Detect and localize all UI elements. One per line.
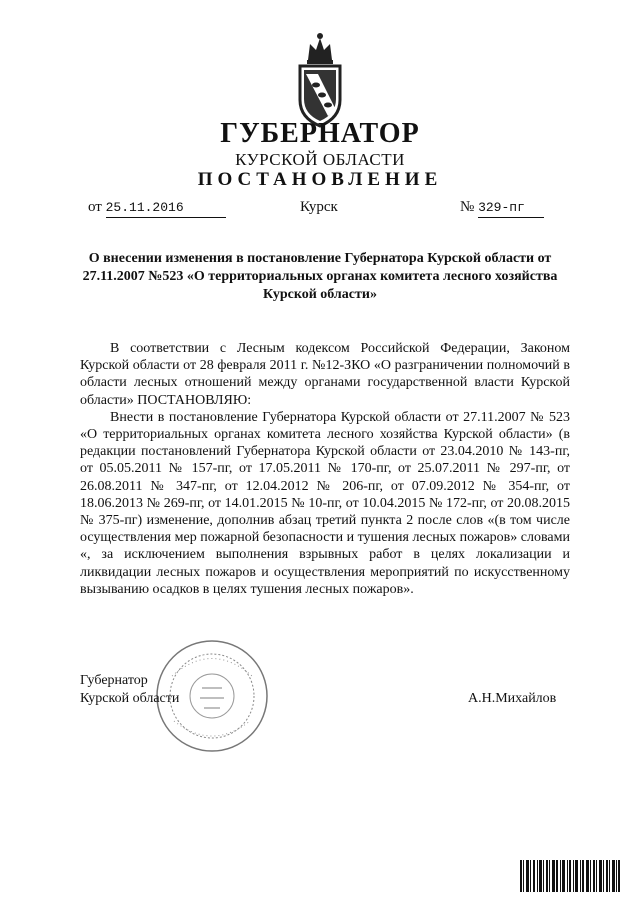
document-city: Курск [300, 199, 338, 215]
barcode-icon [520, 860, 620, 892]
signatory-position [80, 672, 179, 708]
issuer-region: КУРСКОЙ ОБЛАСТИ [235, 150, 405, 169]
document-subject: О внесении изменения в постановление Губернатора Курской области от 27.11.2007 №523 «О территориальных органах комитета лесного хозяйства Курской области» [82, 251, 558, 302]
number-prefix: № [460, 199, 475, 215]
body-paragraph-1: В соответствии с Лесным кодексом Российской Федерации, Законом Курской области от 28 февраля 2011 г. №12-ЗКО «О разграничении полномочий в области лесных отношений между органами государственной власти Курской области» ПОСТАНОВЛЯЮ: [80, 341, 570, 408]
document-number [460, 198, 544, 218]
document-body [80, 340, 570, 598]
signatory-name: А.Н.Михайлов [468, 691, 557, 706]
document-type: ПОСТАНОВЛЕНИЕ [197, 169, 443, 190]
position-line-1: Губернатор [80, 673, 148, 688]
number-value: 329-пг [478, 200, 525, 215]
body-paragraph-2: Внести в постановление Губернатора Курской области от 27.11.2007 № 523 «О территориальных органах комитета лесного хозяйства Курской области» (в редакции постановлений Губернатора Курской области от 23.04.2010 № 143-пг, от 05.05.2011 № 157-пг, от 17.05.2011 № 170-пг, от 25.07.2011 № 297-пг, от 26.08.2011 № 347-пг, от 12.04.2012 № 206-пг, от 07.09.2012 № 354-пг, от 18.06.2013 № 269-пг, от 14.01.2015 № 10-пг, от 10.04.2015 № 172-пг, от 20.08.2015 № 375-пг) изменение, дополнив абзац третий пункта 2 после слов «(в том числе осуществления мер пожарной безопасности и тушения лесных пожаров» словами «, за исключением выполнения взрывных работ в целях локализации и ликвидации лесных пожаров и осуществления мероприятий по искусственному вызыванию осадков в целях тушения лесных пожаров». [80, 409, 570, 597]
issuer-title: ГУБЕРНАТОР [220, 118, 420, 149]
position-line-2: Курской области [80, 691, 180, 706]
coat-of-arms-icon [288, 30, 352, 130]
date-prefix: от [88, 199, 102, 215]
date-value: 25.11.2016 [105, 200, 184, 215]
document-date [88, 198, 226, 218]
